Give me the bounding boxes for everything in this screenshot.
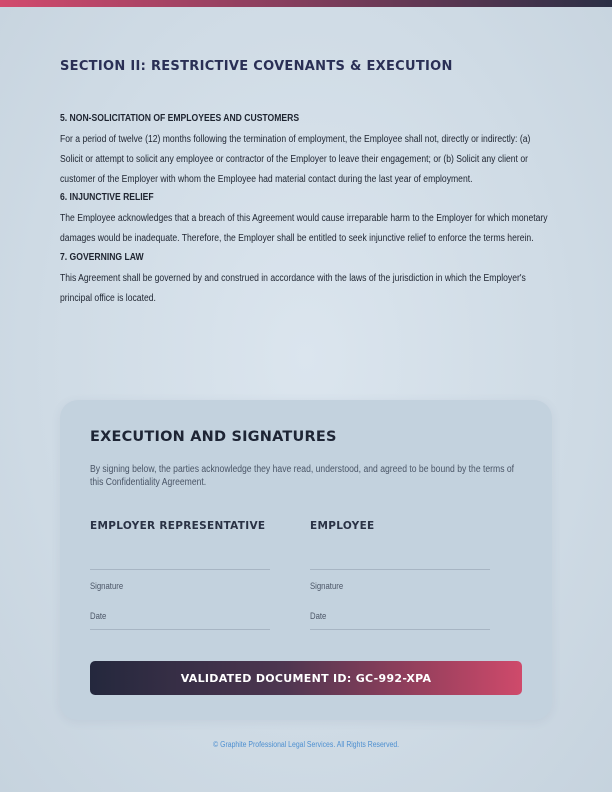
clause-body: This Agreement shall be governed by and construed in accordance with the laws of the jurisdiction in which the Employer's principal office is located. — [60, 272, 526, 304]
employer-title: EMPLOYER REPRESENTATIVE — [90, 520, 266, 532]
top-accent-bar — [0, 0, 612, 7]
execution-card — [60, 400, 552, 720]
employee-date-line[interactable] — [310, 629, 490, 630]
employer-signature-label: Signature — [90, 581, 124, 591]
clause-heading: 6. INJUNCTIVE RELIEF — [60, 192, 154, 204]
document-id-banner: VALIDATED DOCUMENT ID: GC-992-XPA — [90, 661, 522, 695]
employee-title: EMPLOYEE — [310, 520, 375, 532]
employer-date-line[interactable] — [90, 629, 270, 630]
clause-non-solicitation — [60, 110, 550, 189]
clause-body: For a period of twelve (12) months following the termination of employment, the Employee shall not, directly or indirectly: (a) Solicit or attempt to solicit any employee or contractor of the Employer to leave their engagement; or (b) Solicit any client or customer of the Employer with whom the Employee had material contact during the last year of employment. — [60, 134, 531, 185]
clauses — [60, 110, 550, 309]
employee-signature-line[interactable] — [310, 569, 490, 570]
employee-date-label: Date — [310, 611, 327, 621]
execution-intro: By signing below, the parties acknowledge they have read, understood, and agreed to be bound by the terms of this Confidentiality Agreement. — [90, 464, 515, 488]
footer-copyright[interactable]: © Graphite Professional Legal Services. All Rights Reserved. — [213, 740, 399, 749]
clause-heading: 5. NON-SOLICITATION OF EMPLOYEES AND CUSTOMERS — [60, 113, 300, 124]
clause-injunctive-relief — [60, 189, 550, 249]
employer-date-label: Date — [90, 611, 107, 621]
clause-heading: 7. GOVERNING LAW — [60, 251, 144, 263]
employer-signature-line[interactable] — [90, 569, 270, 570]
footer — [0, 740, 612, 749]
execution-title: EXECUTION AND SIGNATURES — [90, 429, 337, 445]
clause-governing-law — [60, 249, 550, 309]
clause-body: The Employee acknowledges that a breach of this Agreement would cause irreparable harm to the Employer for which monetary damages would be inadequate. Therefore, the Employer shall be entitled to seek injunctive relief to enforce the terms herein. — [60, 213, 548, 245]
employee-signature-label: Signature — [310, 581, 344, 591]
employee-signature-block — [310, 520, 490, 621]
section-title: SECTION II: RESTRICTIVE COVENANTS & EXECUTION — [60, 59, 453, 74]
employer-signature-block — [90, 520, 270, 621]
